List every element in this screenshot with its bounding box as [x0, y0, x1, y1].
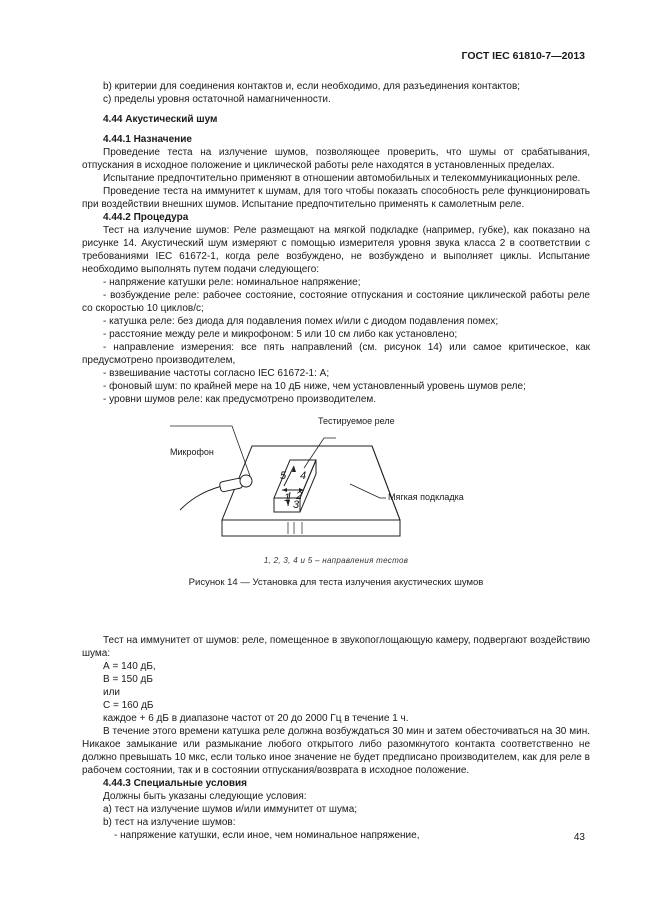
direction-1: 1: [284, 492, 291, 504]
soft-pad-front: [222, 520, 400, 536]
section-heading-4-44-1: 4.44.1 Назначение: [103, 134, 192, 145]
direction-2: 2: [296, 490, 303, 502]
paragraph-automotive: Испытание предпочтительно применяют в отношении автомобильных и телекоммуникационных реле.: [103, 173, 581, 184]
page-number: 43: [573, 832, 585, 843]
figure-caption: Рисунок 14 — Установка для теста излучения акустических шумов: [188, 577, 484, 588]
list-item: - расстояние между реле и микрофоном: 5 или 10 см либо как установлено;: [103, 329, 458, 340]
paragraph-immunity: Проведение теста на иммунитет к шумам, для того чтобы показать способность реле функционировать при воздействии внешних шумов. Испытание предпочтительно применять к самолетным реле.: [82, 186, 590, 210]
figure-legend: 1, 2, 3, 4 и 5 – направления тестов: [263, 556, 409, 565]
figure-14: [82, 406, 590, 634]
condition-b-voltage: - напряжение катушки, если иное, чем номинальное напряжение,: [114, 830, 420, 841]
document-header: ГОСТ IEC 61810-7—2013: [461, 50, 585, 62]
direction-5: 5: [280, 470, 287, 482]
criteria-c: c) пределы уровня остаточной намагниченности.: [103, 94, 331, 105]
label-test-relay: Тестируемое реле: [318, 416, 395, 426]
list-item: - уровни шумов реле: как предусмотрено производителем.: [103, 394, 377, 405]
section-heading-4-44-2: 4.44.2 Процедура: [103, 212, 189, 223]
paragraph-frequency: каждое + 6 дБ в диапазоне частот от 20 до 2000 Гц в течение 1 ч.: [103, 713, 409, 724]
list-item: - напряжение катушки реле: номинальное напряжение;: [103, 277, 361, 288]
criteria-b: b) критерии для соединения контактов и, если необходимо, для разъединения контактов;: [103, 81, 521, 92]
microphone-head: [240, 475, 252, 487]
label-microphone: Микрофон: [170, 447, 214, 457]
paragraph-conditions: Должны быть указаны следующие условия:: [103, 791, 307, 802]
level-c: С = 160 дБ: [103, 700, 154, 711]
relay-box-side: [300, 460, 316, 512]
paragraph-timing: В течение этого времени катушка реле должна возбуждаться 30 мин и затем обесточиваться на 30 мин. Никакое замыкание или размыкание любого открытого либо разомкнутого контакта соответственно не должно превышать 10 мкс, если только иное значение не будет предписано производителем, как для реле в рабочем состоянии, так и в состоянии отпускания/возврата в исходное положение.: [82, 726, 590, 776]
relay-setup-diagram: [82, 406, 590, 576]
section-heading-4-44: 4.44 Акустический шум: [103, 114, 218, 125]
list-item: - катушка реле: без диода для подавления помех и/или с диодом подавления помех;: [103, 316, 499, 327]
list-item: - возбуждение реле: рабочее состояние, состояние отпускания и состояние циклической работы реле со скоростью 10 циклов/с;: [82, 290, 590, 314]
list-item: - направление измерения: все пять направлений (см. рисунок 14) или самое критическое, как предусмотрено производителем,: [82, 342, 590, 366]
level-or: или: [103, 687, 121, 698]
direction-3: 3: [293, 499, 300, 511]
document-body: [82, 80, 590, 842]
condition-b: b) тест на излучение шумов:: [103, 817, 236, 828]
paragraph-immunity-test: Тест на иммунитет от шумов: реле, помещенное в звукопоглощающую камеру, подвергают воздействию шума:: [82, 635, 590, 659]
level-b: В = 150 дБ: [103, 674, 153, 685]
paragraph-procedure: Тест на излучение шумов: Реле размещают на мягкой подкладке (например, губке), как показано на рисунке 14. Акустический шум измеряют с помощью измерителя уровня звука класса 2 в соответствии с требованиями IEC 61672-1, когда реле возбуждено, не возбуждено и выполняет циклы. Испытание необходимо выполнять путем подачи следующего:: [82, 225, 590, 275]
paragraph-purpose: Проведение теста на излучение шумов, позволяющее проверить, что шумы от срабатывания, отпускания в исходное положение и циклической работы реле находятся в установленных пределах.: [82, 147, 590, 171]
list-item: - фоновый шум: по крайней мере на 10 дБ ниже, чем установленный уровень шумов реле;: [103, 381, 526, 392]
section-heading-4-44-3: 4.44.3 Специальные условия: [103, 778, 248, 789]
list-item: - взвешивание частоты согласно IEC 61672-1: А;: [103, 368, 330, 379]
direction-4: 4: [300, 470, 307, 482]
microphone-body: [219, 478, 243, 492]
condition-a: а) тест на излучение шумов и/или иммунитет от шума;: [103, 804, 358, 815]
mic-cable: [180, 486, 222, 510]
label-soft-pad: Мягкая подкладка: [388, 492, 464, 502]
level-a: А = 140 дБ,: [103, 661, 156, 672]
